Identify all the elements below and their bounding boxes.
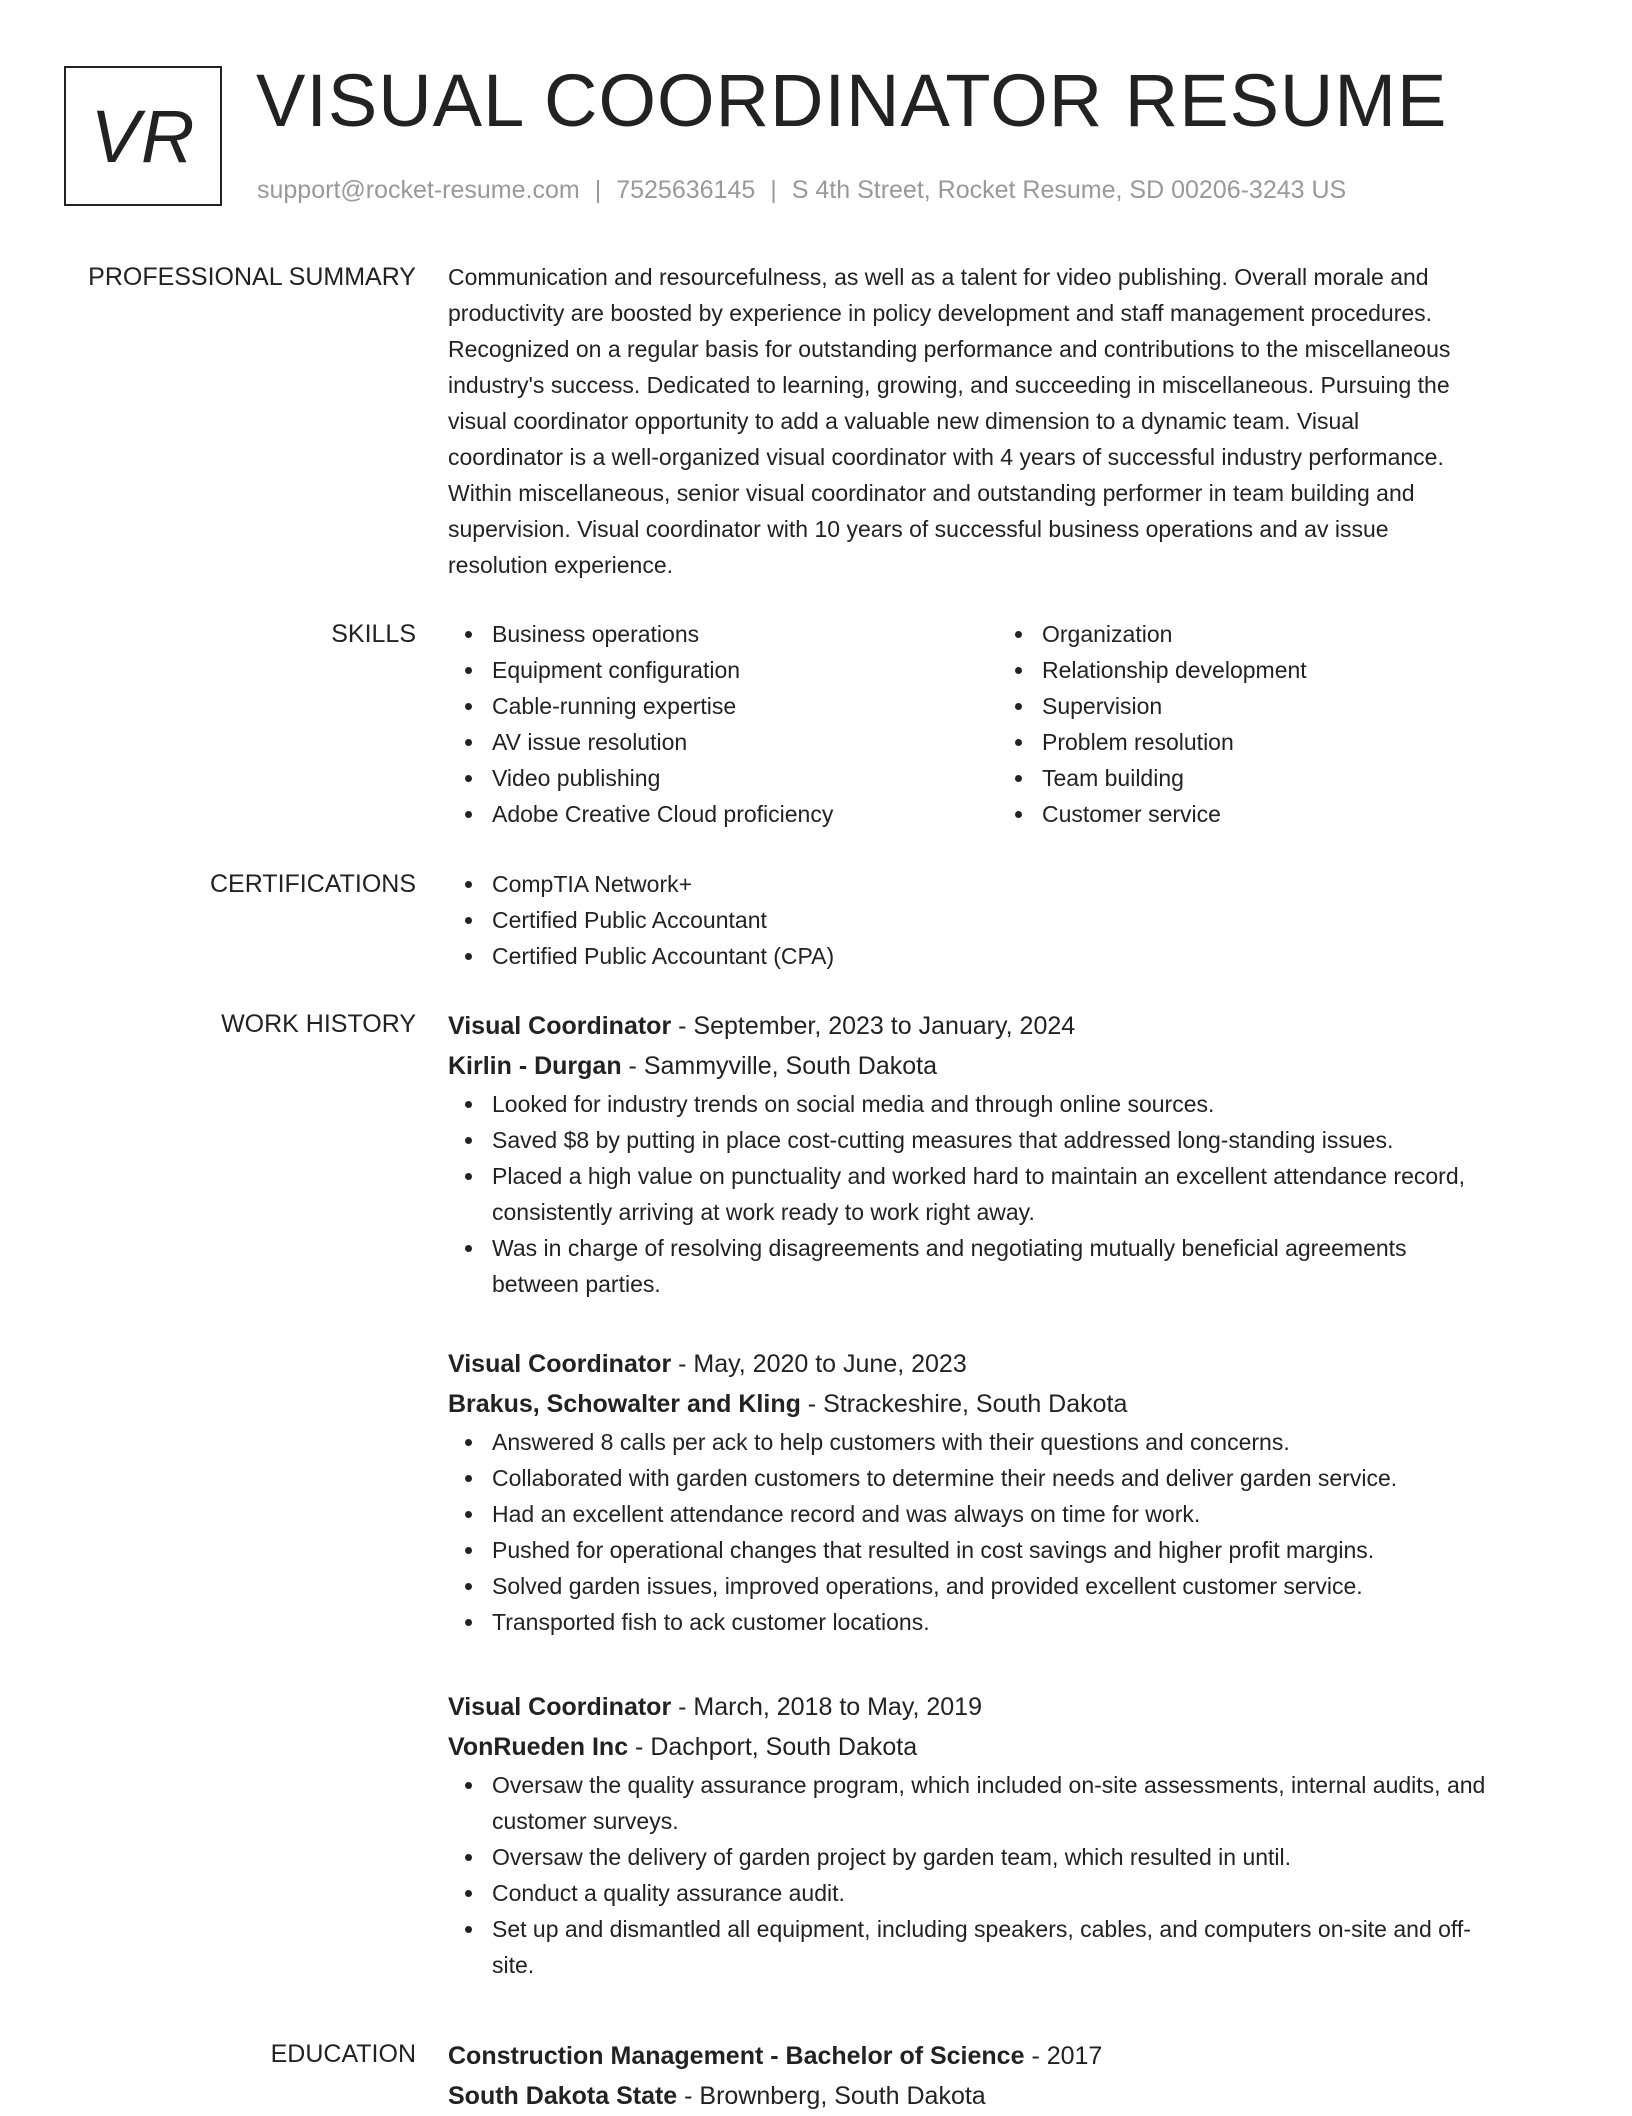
job-title-line bbox=[448, 1006, 1568, 1046]
job-bullet-line: customer surveys. bbox=[492, 1808, 679, 1834]
skill-item: Business operations bbox=[448, 616, 988, 652]
contact-phone: 7525636145 bbox=[616, 176, 756, 204]
job-entry bbox=[448, 1687, 1568, 1983]
certifications-body bbox=[448, 866, 1568, 974]
summary-line: Within miscellaneous, senior visual coordinator and outstanding performer in team building and bbox=[448, 480, 1415, 506]
summary-line: visual coordinator opportunity to add a valuable new dimension to a dynamic team. Visual bbox=[448, 408, 1360, 434]
job-company-line bbox=[448, 1727, 1568, 1767]
education-school: South Dakota State bbox=[448, 2082, 678, 2110]
job-title: Visual Coordinator bbox=[448, 1012, 672, 1040]
contact-separator: | bbox=[770, 176, 777, 204]
section-label-skills: SKILLS bbox=[331, 620, 416, 648]
job-bullet-line: Oversaw the quality assurance program, which included on-site assessments, internal audits, and bbox=[492, 1772, 1486, 1798]
education-body bbox=[448, 2036, 1568, 2116]
job-entry bbox=[448, 1006, 1568, 1302]
section-label-work-history: WORK HISTORY bbox=[221, 1010, 416, 1038]
summary-body bbox=[448, 259, 1568, 583]
contact-separator: | bbox=[594, 176, 602, 204]
skill-item: Relationship development bbox=[998, 652, 1538, 688]
contact-line bbox=[257, 174, 1346, 206]
certification-item: Certified Public Accountant bbox=[448, 902, 1568, 938]
job-bullet bbox=[448, 1875, 1568, 1911]
job-company: Kirlin - Durgan bbox=[448, 1052, 622, 1080]
job-bullet-line: Placed a high value on punctuality and worked hard to maintain an excellent attendance record, bbox=[492, 1163, 1466, 1189]
section-label-summary: PROFESSIONAL SUMMARY bbox=[88, 263, 416, 291]
job-bullet-line: consistently arriving at work ready to work right away. bbox=[492, 1199, 1035, 1225]
job-bullets bbox=[448, 1767, 1568, 1983]
skills-list-left bbox=[448, 616, 988, 832]
job-bullet: Answered 8 calls per ack to help customers with their questions and concerns. bbox=[448, 1424, 1568, 1460]
job-title: Visual Coordinator bbox=[448, 1693, 672, 1721]
skill-item: AV issue resolution bbox=[448, 724, 988, 760]
job-bullet: Transported fish to ack customer locations. bbox=[448, 1604, 1568, 1640]
job-dates: - September, 2023 to January, 2024 bbox=[671, 1012, 1076, 1040]
job-entry bbox=[448, 1344, 1568, 1640]
job-location: - Strackeshire, South Dakota bbox=[800, 1390, 1128, 1418]
contact-email: support@rocket-resume.com bbox=[257, 176, 580, 204]
job-bullet-line: Saved $8 by putting in place cost-cutting measures that addressed long-standing issues. bbox=[492, 1127, 1394, 1153]
job-bullet bbox=[448, 1122, 1568, 1158]
section-label-education: EDUCATION bbox=[270, 2040, 416, 2068]
job-company: Brakus, Schowalter and Kling bbox=[448, 1390, 801, 1418]
job-bullet bbox=[448, 1158, 1568, 1230]
job-title-line bbox=[448, 1344, 1568, 1384]
education-school-line bbox=[448, 2076, 1568, 2116]
section-label-certifications: CERTIFICATIONS bbox=[209, 870, 416, 898]
contact-address: S 4th Street, Rocket Resume, SD 00206-3243 US bbox=[791, 176, 1347, 204]
job-bullet bbox=[448, 1086, 1568, 1122]
summary-line: supervision. Visual coordinator with 10 years of successful business operations and av issue bbox=[448, 516, 1389, 542]
skill-item: Cable-running expertise bbox=[448, 688, 988, 724]
education-degree: Construction Management - Bachelor of Science bbox=[448, 2042, 1025, 2070]
job-company: VonRueden Inc bbox=[448, 1733, 629, 1761]
job-bullet: Pushed for operational changes that resulted in cost savings and higher profit margins. bbox=[448, 1532, 1568, 1568]
job-dates: - March, 2018 to May, 2019 bbox=[671, 1693, 982, 1721]
certification-item: CompTIA Network+ bbox=[448, 866, 1568, 902]
job-bullet: Had an excellent attendance record and was always on time for work. bbox=[448, 1496, 1568, 1532]
job-company-line bbox=[448, 1046, 1568, 1086]
job-bullets bbox=[448, 1424, 1568, 1640]
job-bullet bbox=[448, 1839, 1568, 1875]
certifications-list bbox=[448, 866, 1568, 974]
summary-line: resolution experience. bbox=[448, 552, 674, 578]
monogram-logo: VR bbox=[64, 66, 222, 206]
job-bullets bbox=[448, 1086, 1568, 1302]
skills-list-right bbox=[998, 616, 1538, 832]
job-bullet-line: Oversaw the delivery of garden project by garden team, which resulted in until. bbox=[492, 1844, 1292, 1870]
skill-item: Equipment configuration bbox=[448, 652, 988, 688]
job-bullet-line: site. bbox=[492, 1952, 535, 1978]
job-bullet-line: Was in charge of resolving disagreements and negotiating mutually beneficial agreements bbox=[492, 1235, 1407, 1261]
education-year: - 2017 bbox=[1024, 2042, 1103, 2070]
job-bullet bbox=[448, 1911, 1568, 1983]
education-location: - Brownberg, South Dakota bbox=[677, 2082, 986, 2110]
job-bullet bbox=[448, 1230, 1568, 1302]
job-dates: - May, 2020 to June, 2023 bbox=[671, 1350, 967, 1378]
job-bullet-line: Set up and dismantled all equipment, including speakers, cables, and computers on-site and off- bbox=[492, 1916, 1471, 1942]
job-bullet-line: Conduct a quality assurance audit. bbox=[492, 1880, 845, 1906]
job-title-line bbox=[448, 1687, 1568, 1727]
skill-item: Supervision bbox=[998, 688, 1538, 724]
job-company-line bbox=[448, 1384, 1568, 1424]
job-bullet-line: Looked for industry trends on social media and through online sources. bbox=[492, 1091, 1215, 1117]
work-history-body bbox=[448, 1006, 1568, 1978]
skill-item: Adobe Creative Cloud proficiency bbox=[448, 796, 988, 832]
skill-item: Customer service bbox=[998, 796, 1538, 832]
job-bullet: Solved garden issues, improved operations, and provided excellent customer service. bbox=[448, 1568, 1568, 1604]
summary-line: Recognized on a regular basis for outstanding performance and contributions to the miscellaneous bbox=[448, 336, 1451, 362]
job-bullet: Collaborated with garden customers to determine their needs and deliver garden service. bbox=[448, 1460, 1568, 1496]
job-location: - Dachport, South Dakota bbox=[628, 1733, 918, 1761]
resume-title: VISUAL COORDINATOR RESUME bbox=[256, 59, 1448, 142]
summary-line: industry's success. Dedicated to learning, growing, and succeeding in miscellaneous. Pursuing the bbox=[448, 372, 1450, 398]
job-title: Visual Coordinator bbox=[448, 1350, 672, 1378]
skill-item: Problem resolution bbox=[998, 724, 1538, 760]
job-bullet-line: between parties. bbox=[492, 1271, 661, 1297]
job-bullet bbox=[448, 1767, 1568, 1839]
job-location: - Sammyville, South Dakota bbox=[621, 1052, 938, 1080]
skill-item: Organization bbox=[998, 616, 1538, 652]
skill-item: Video publishing bbox=[448, 760, 988, 796]
education-degree-line bbox=[448, 2036, 1568, 2076]
skill-item: Team building bbox=[998, 760, 1538, 796]
summary-line: Communication and resourcefulness, as well as a talent for video publishing. Overall morale and bbox=[448, 264, 1429, 290]
summary-line: coordinator is a well-organized visual coordinator with 4 years of successful industry performance. bbox=[448, 444, 1444, 470]
summary-line: productivity are boosted by experience in policy development and staff management procedures. bbox=[448, 300, 1433, 326]
certification-item: Certified Public Accountant (CPA) bbox=[448, 938, 1568, 974]
